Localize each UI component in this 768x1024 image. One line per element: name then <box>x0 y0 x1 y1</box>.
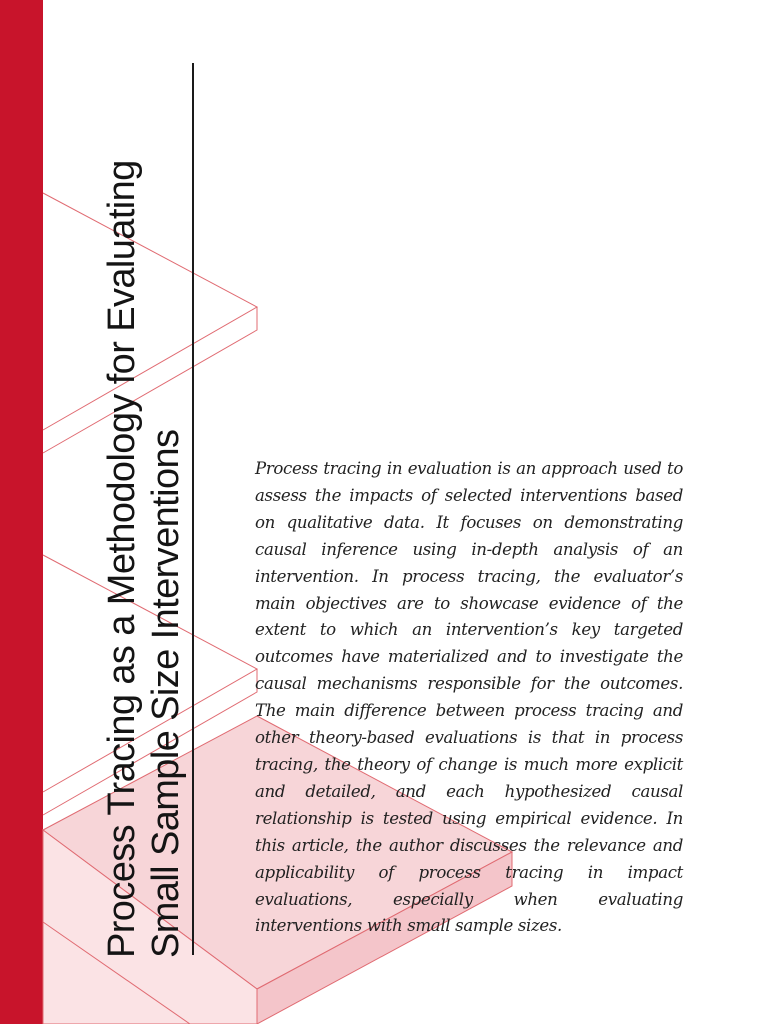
vertical-divider <box>192 63 194 955</box>
title-line-2: Small Sample Size Interventions <box>145 429 187 958</box>
abstract-text: Process tracing in evaluation is an approach used to assess the impacts of selected interventions based on qualitative data. It focuses on demonstrating causal inference using in-depth analysis of an intervention. In process tracing, the evaluator’s main objectives are to showcase evidence of the extent to which an intervention’s key targeted outcomes have materialized and to investigate the causal mechanisms responsible for the outcomes. The main difference between process tracing and other theory-based evaluations is that in process tracing, the theory of change is much more explicit and detailed, and each hypothesized causal relationship is tested using empirical evidence. In this article, the author discusses the relevance and applicability of process tracing in impact evaluations, especially when evaluating interventions with small sample sizes. <box>255 459 683 936</box>
page-title <box>100 160 188 958</box>
title-line-1: Process Tracing as a Methodology for Evaluating <box>101 160 143 958</box>
